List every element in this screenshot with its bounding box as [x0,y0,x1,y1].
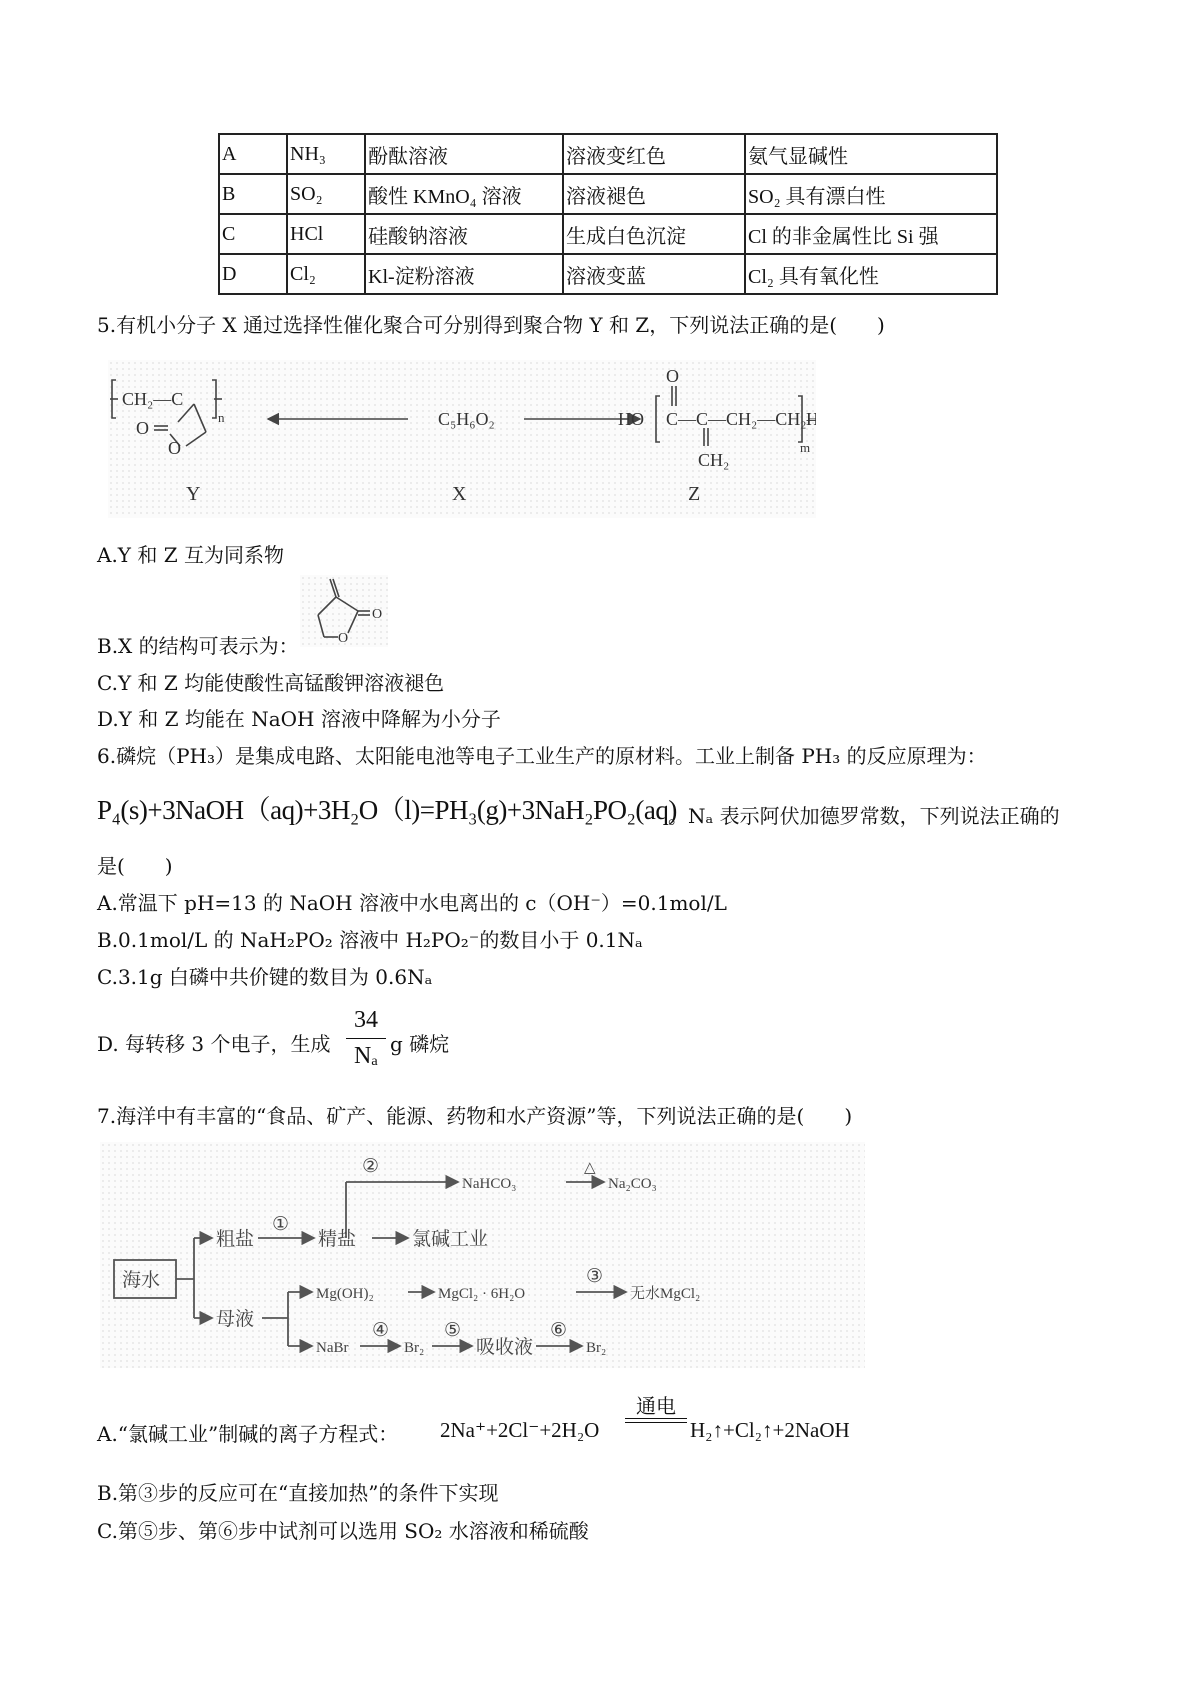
q5-option-a: A.Y 和 Z 互为同系物 [97,543,284,567]
mgoh2-node: Mg(OH)₂ [316,1286,374,1302]
carbonyl-o-label: O [372,607,383,622]
y-chain-label: CH₂—C [122,389,184,409]
heat-label: △ [584,1160,596,1176]
z-label: Z [688,483,701,505]
table-cell: 溶液褪色 [563,174,745,214]
q7-option-a-left: 2Na⁺+2Cl⁻+2H₂O [440,1418,600,1442]
y-carbonyl-o: O [136,418,149,438]
z-carbonyl-o: O [666,366,679,386]
table-cell: 酚酞溶液 [365,134,563,174]
q7-option-c: C.第⑤步、第⑥步中试剂可以选用 SO₂ 水溶液和稀硫酸 [97,1519,589,1543]
crude-salt-node: 粗盐 [216,1229,255,1250]
q6-option-c: C.3.1g 白磷中共价键的数目为 0.6Nₐ [97,965,433,989]
table-cell: Cl₂ [287,254,365,294]
nahco3-node: NaHCO₃ [462,1176,517,1192]
q6-stem: 6.磷烷（PH₃）是集成电路、太阳能电池等电子工业生产的原材料。工业上制备 PH₃ 的反应原理为： [97,744,987,768]
x-label: X [452,483,467,505]
table-cell: 酸性 KMnO₄ 溶液 [365,174,563,214]
q7-stem: 7.海洋中有丰富的“食品、矿产、能源、药物和水产资源”等，下列说法正确的是( ) [97,1104,853,1128]
q7-option-b: B.第③步的反应可在“直接加热”的条件下实现 [97,1481,499,1505]
q6-option-d-numerator: 34 [354,1007,378,1033]
q6-option-b: B.0.1mol/L 的 NaH₂PO₂ 溶液中 H₂PO₂⁻的数目小于 0.1Nₐ [97,928,643,952]
table-cell: HCl [287,214,365,254]
z-m-subscript: m [800,440,811,455]
y-n-subscript: n [218,410,225,425]
table-cell: Cl 的非金属性比 Si 强 [745,214,997,254]
fraction-bar [346,1038,386,1039]
q6-option-d-prefix: D. 每转移 3 个电子，生成 [97,1032,331,1056]
table-cell: SO₂ 具有漂白性 [745,174,997,214]
q7-option-a-prefix: A.“氯碱工业”制碱的离子方程式： [97,1422,399,1446]
mother-liquor-node: 母液 [216,1309,255,1330]
y-label: Y [186,483,201,505]
table-row [219,134,997,174]
chlor-alkali-node: 氯碱工业 [412,1229,489,1250]
br2-node: Br₂ [404,1340,425,1356]
step-2-label: ② [362,1156,380,1177]
refined-salt-node: 精盐 [318,1229,357,1250]
table-row [219,254,997,294]
q5-option-d: D.Y 和 Z 均能在 NaOH 溶液中降解为小分子 [97,707,501,731]
table-cell: Kl-淀粉溶液 [365,254,563,294]
step-3-label: ③ [586,1266,604,1287]
q5-x-structure [300,575,388,647]
na2co3-node: Na₂CO₃ [608,1176,657,1192]
options-table [218,133,998,295]
table-cell: NH₃ [287,134,365,174]
table-row [219,214,997,254]
table-cell: Cl₂ 具有氧化性 [745,254,997,294]
q6-equation-tail: 。Nₐ 表示阿伏加德罗常数，下列说法正确的 [668,804,1060,828]
z-left-group: HO [618,409,644,429]
lactone-structure-diagram [300,575,388,647]
step-1-label: ① [272,1214,290,1235]
q7-option-a-right: H₂↑+Cl₂↑+2NaOH [690,1418,850,1442]
equation-double-bar [625,1418,687,1423]
step-5-label: ⑤ [444,1320,462,1341]
table-cell: B [219,174,287,214]
y-ring-o: O [168,438,181,458]
z-methylene: CH₂ [698,450,730,470]
step-6-label: ⑥ [550,1320,568,1341]
seawater-process-diagram [100,1142,865,1368]
table-cell: 溶液变红色 [563,134,745,174]
table-cell: C [219,214,287,254]
electrolysis-condition: 通电 [636,1394,676,1418]
polymer-scheme-diagram [108,360,816,518]
ring-o-label: O [338,631,349,646]
step-4-label: ④ [372,1320,390,1341]
table-cell: 氨气显碱性 [745,134,997,174]
table-cell: D [219,254,287,294]
z-chain-label: C—C—CH₂—CH₂ [666,409,807,429]
table-cell: 溶液变蓝 [563,254,745,294]
table-cell: 生成白色沉淀 [563,214,745,254]
q6-stem-end: 是( ) [97,854,173,878]
mgcl2-hydrate-node: MgCl₂ · 6H₂O [438,1286,526,1302]
q5-stem: 5.有机小分子 X 通过选择性催化聚合可分别得到聚合物 Y 和 Z，下列说法正确的是( ) [97,313,885,337]
table-cell: A [219,134,287,174]
table-cell: 硅酸钠溶液 [365,214,563,254]
q5-polymer-figure [108,360,816,518]
q6-option-a: A.常温下 pH=13 的 NaOH 溶液中水电离出的 c（OH⁻）=0.1mol/L [97,891,727,915]
q7-seawater-flowchart [100,1142,865,1368]
q6-option-d-denominator: Nₐ [354,1043,378,1069]
anhydrous-mgcl2-node: 无水MgCl₂ [630,1286,701,1302]
q6-option-d-suffix: g 磷烷 [390,1032,450,1056]
seawater-node: 海水 [122,1270,161,1291]
q5-option-c: C.Y 和 Z 均能使酸性高锰酸钾溶液褪色 [97,671,445,695]
q5-option-b: B.X 的结构可表示为： [97,634,299,658]
q6-reaction-equation: P₄(s)+3NaOH（aq)+3H₂O（l)=PH₃(g)+3NaH₂PO₂(aq) [97,795,677,825]
nabr-node: NaBr [316,1340,349,1356]
z-right-group: H [806,409,816,429]
x-formula: C₅H₆O₂ [438,409,495,429]
table-row [219,174,997,214]
absorb-liquid-node: 吸收液 [476,1337,534,1358]
table-cell: SO₂ [287,174,365,214]
br2-final-node: Br₂ [586,1340,607,1356]
